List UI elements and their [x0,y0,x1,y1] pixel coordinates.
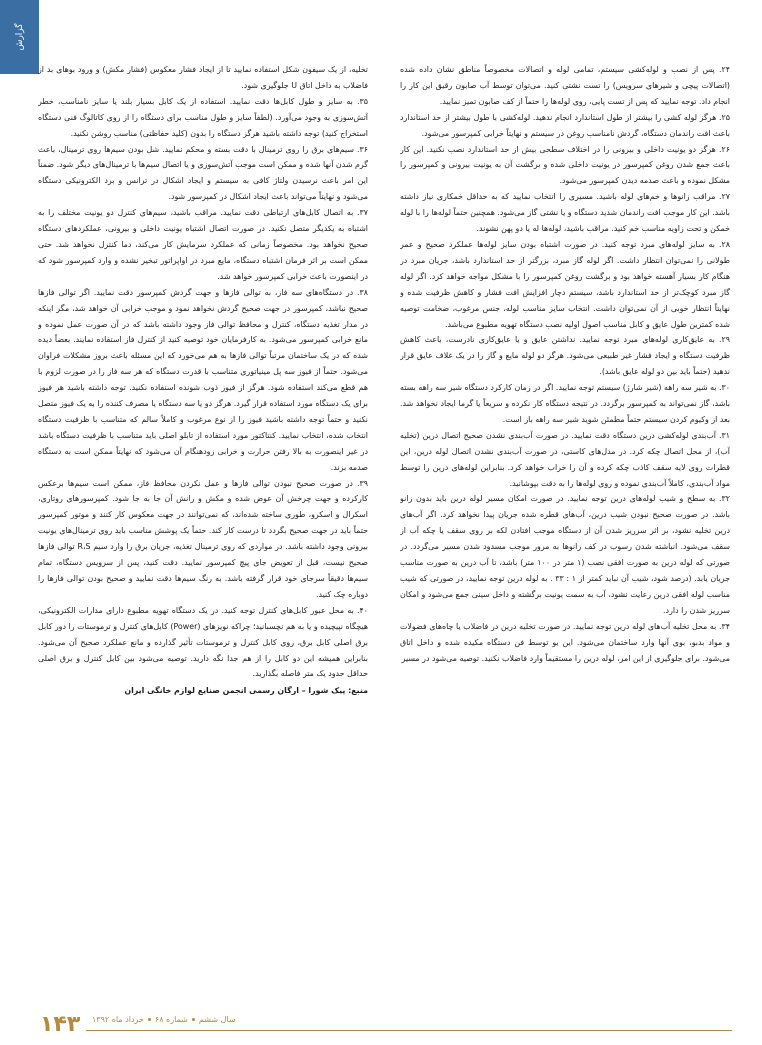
paragraph: تخلیه، از یک سیفون شکل استفاده نمایید تا از ایجاد فشار معکوس (فشار مکش) و ورود بوهای بد از فاضلاب به داخل اتاق U جلوگیری شود. [38,65,368,90]
paragraph: ۳۹. در صورت صحیح نبودن توالی فازها و عمل نکردن محافظ فاز، ممکن است سیم‌ها برعکس کارکرده و جهت چرخش آن عوض شده و مکش و رانش آن جا به جا شود. کمپرسورهای روتاری، اسکرال و اسکرو، طوری ساخته شده‌اند، که نمی‌توانند در جهت معکوس کار کنند و موتور کمپرسور حتماً باید در جهت صحیح بگردد تا درست کار کند. حتماً یک پوشش مناسب باید روی ترمینال‌های یونیت بیرونی وجود داشته باشد. در مواردی که روی ترمینال تغذیه، جریان برق را وارد سیم R،S توالی فازها صحیح نیست، قبل از تعویض جای پیچ کمپرسور نمایید. دقت کنید، پس از سرویس دستگاه، تمام سیم‌ها دقیقاً سرجای خود قرار گرفته باشد. به رنگ سیم‌ها دقت نمایید و صحیح بودن توالی فازها را دوباره چک کنید. [38,478,368,599]
issue-volume: سال ششم [198,1015,236,1024]
source-credit: منبع: پیک شورا – ارگان رسمی انجمن صنایع لوازم خانگی ایران [124,686,368,696]
paragraph: ۲۸. به سایز لوله‌های مبرد توجه کنید. در صورت اشتباه بودن سایز لوله‌ها عملکرد صحیح و عمر طولانی را نمی‌توان انتظار داشت. اگر لوله گاز مبرد، بزرگتر از حد استاندارد باشد، جریان مبرد در هنگام کار بسیار آهسته خواهد بود و برگشت روغن کمپرسور را با مشکل مواجه خواهد کرد. اگر لوله گاز مبرد کوچک‌تر از حد استاندارد باشد، سیستم دچار افزایش افت فشار و کاهش ظرفیت شده و نهایتاً انتظار خوبی از آن نمی‌توان داشت. انتخاب سایز مناسب لوله، جنس مرغوب، ضخامت توصیه شده کمترین طول عایق و کابل مناسب اصول اولیه نصب دستگاه تهویه مطبوع می‌باشد. [400,239,730,329]
paragraph: ۲۴. پس از نصب و لوله‌کشی سیستم، تمامی لوله و اتصالات مخصوصاً مناطق نشان داده شده (اتصالات پیچی و شیرهای سرویس) را تست نشتی کنید. می‌توان توسط آب صابون رقیق این کار را انجام داد. توجه نمایید که پس از تست پایی، روی لوله‌ها را حتماً از کف صابون تمیز نمایید. [400,65,730,106]
paragraph: ۳۱. آب‌بندی لوله‌کشی درین دستگاه دقت نمایید. در صورت آب‌بندی نشدن صحیح اتصال درین (تخلیه آب)، از محل اتصال چکه کرد. در مدل‌های کاستی، در صورت آب‌بندی نشدن اتصال لوله درین، این قطرات روی لایه سقف کاذب چکه کرده و آن را خراب خواهد کرد. بنابراین لوله‌های درین را توسط مواد آب‌بندی، کاملاً آب‌بندی نموده و روی لوله‌ها را به دقت بپوشانید. [400,430,730,488]
paragraph: ۳۴. به محل تخلیه آب‌های لوله درین توجه نمایید. در صورت تخلیه درین در فاضلاب یا چاه‌های فضولات و مواد بدبو، بوی آنها وارد ساختمان می‌شود. این بو توسط فن دستگاه مکیده شده و داخل اتاق می‌شود. برای جلوگیری از این امر، لوله درین را مستقیماً وارد فاضلاب نکنید. توصیه می‌شود در مسیر [400,621,730,663]
paragraph: ۳۶. سیم‌های برق را روی ترمینال با دقت بسته و محکم نمایید. شل بودن سیم‌ها روی ترمینال، باعث گرم شدن آنها شده و ممکن است موجب آتش‌سوزی و یا اتصال سیم‌ها با ترمینال‌های دیگر شود. ضمناً این امر باعث نرسیدن ولتاژ کافی به سیستم و ایجاد اشکال در ترانس و برد الکترونیکی دستگاه می‌شود و نهایتاً می‌تواند باعث ایجاد اشکال در کمپرسور شود. [38,144,368,202]
section-tab-label: گزارش [14,23,25,51]
paragraph: ۴۰. به محل عبور کابل‌های کنترل توجه کنید. در یک دستگاه تهویه مطبوع دارای مدارات الکترونیکی، هیچگاه نپیچیده و یا به هم نچسبانید؛ چراکه نویزهای (Power) کابل‌های کنترل و ترموستات را دور کابل برق اصلی کابل برق، روی کابل کنترل و ترموستات تأثیر گذارده و مانع عملکرد صحیح آن می‌شود. بنابراین همیشه این دو کابل را از هم جدا نگه دارید. توصیه می‌شود بین کابل کنترل و برق اصلی حداقل حدود یک متر فاصله بگذارید. [38,605,368,679]
paragraph: ۲۹. به عایق‌کاری لوله‌های مبرد توجه نمایید. نداشتن عایق و یا عایق‌کاری نادرست، باعث کاهش ظرفیت دستگاه و ایجاد فشار غیر طبیعی می‌شود. هرگز دو لوله مایع و گاز را در یک غلاف عایق قرار ندهید (حتماً باید بین دو لوله عایق باشد). [400,335,730,377]
issue-info [92,1015,236,1024]
paragraph: ۳۰. به شیر سه راهه (شیر شارژ) سیستم توجه نمایید. اگر در زمان کارکرد دستگاه شیر سه راهه بسته باشد، گاز نمی‌تواند به کمپرسور برگردد. در نتیجه دستگاه کار نکرده و سریعاً یا گرما ایجاد نخواهد شد. بعد از وکیوم کردن سیستم حتماً مطمئن شوید شیر سه راهه باز است. [400,383,730,424]
paragraph: ۲۵. هرگز لوله کشی را بیشتر از طول استاندارد انجام ندهید. لوله‌کشی با طول بیشتر از حد استاندارد باعث افت راندمان دستگاه، گردش نامناسب روغن در سیستم و نهایتاً خرابی کمپرسور می‌شود. [400,112,730,138]
paragraph: ۳۵. به سایز و طول کابل‌ها دقت نمایید. استفاده از یک کابل بسیار بلند یا سایز نامناسب، خطر آتش‌سوزی به وجود می‌آورد. (لطفاً سایز و طول مناسب برای دستگاه را از روی کاتالوگ فنی دستگاه استخراج کنید) توجه داشته باشید هرگز دستگاه را بدون (کلید حفاظتی) مناسب روشن نکنید. [38,96,368,138]
separator-dot [148,1018,151,1021]
paragraph: ۲۷. مراقب زانوها و خم‌های لوله باشید. مسیری را انتخاب نمایید که به حداقل خمکاری نیاز داشته باشد. این کار موجب افت راندمان شدید دستگاه و یا نشتی گاز می‌شود. همچنین حتماً لوله‌ها را با لوله خمکن و تحت زاویه مناسب خم کنید. مراقب باشید، لوله‌ها له یا دو پهن نشوند. [400,192,730,234]
footer-divider [86,1030,732,1031]
separator-dot [192,1018,195,1021]
page-number: ۱۴۳ [40,1012,81,1037]
issue-number: شماره ۶۸ [154,1015,188,1024]
issue-date: خرداد ماه ۱۳۹۲ [92,1015,144,1024]
paragraph: ۳۲. به سطح و شیب لوله‌های درین توجه نمایید. در صورت امکان مسیر لوله درین باید بدون زانو باشد. در صورت صحیح نبودن شیب درین، آب‌های قطره شده جریان پیدا نخواهد کرد. اگر آب‌های درین تخلیه نشود، بر اثر سرریز شدن آن از دستگاه موجب افتادن لکه بر روی سقف یا چکه آب از سقف می‌شود. انباشته شدن رسوب در کف زانوها به مرور موجب مسدود شدن مسیر می‌گردد. در صورتی که لوله درین به صورت افقی نصب (۱ متر در ۱۰۰ متر) باشد، تا آب درین به صورت مناسب جریان یابد. (درصد شود، شیب آن نباید کمتر از ۱ : ۳۳ . به لوله درین توجه نمایید، در صورتی که شیب مناسب لوله افقی درین رعایت نشود، آب به سمت یونیت برگشته و داخل سینی جمع می‌شود و امکان سرریز شدن را دارد. [400,494,730,615]
article-column-left [38,62,368,1010]
page-footer [0,1004,762,1045]
section-tab [0,0,39,74]
paragraph: ۲۶. هرگز دو یونیت داخلی و بیرونی را در اختلاف سطحی بیش از حد استاندارد نصب نکنید. این کار باعث جمع شدن روغن کمپرسور در یونیت داخلی شده و برگشت آن به یونیت بیرونی و کمپرسور را مشکل نموده و باعث صدمه دیدن کمپرسور می‌شود. [400,144,730,186]
article-column-right [400,62,730,1010]
paragraph: ۳۷. به اتصال کابل‌های ارتباطی دقت نمایید. مراقب باشید، سیم‌های کنترل دو یونیت مختلف را به اشتباه به یکدیگر متصل نکنید. در صورت اتصال اشتباه یونیت داخلی و بیرونی، عملکردهای دستگاه صحیح نخواهد بود. مخصوصاً زمانی که عملکرد سرمایش کار می‌کند، دما کنترل نخواهد شد. حتی ممکن است بر اثر فرمان اشتباه دستگاه، مایع مبرد در اواپراتور تبخیر نشده و وارد کمپرسور شود که در اینصورت باعث خرابی کمپرسور خواهد شد. [38,208,368,281]
paragraph: ۳۸. در دستگاه‌های سه فاز، به توالی فازها و جهت گردش کمپرسور دقت نمایید. اگر توالی فازها صحیح نباشد، کمپرسور در جهت صحیح گردش نخواهد نمود و موجب خرابی آن خواهد شد، مگر اینکه در مدار تغذیه دستگاه، کنترل و محافظ توالی فاز وجود داشته باشد که در آن صورت عمل نموده و مانع خرابی کمپرسور می‌شود. به کارفرمایان خود توصیه کنید از کنترل فاز استفاده نمایند. بعضاً دیده شده که در یک ساختمان مرتباً توالی فازها به هم می‌خورد که این مسئله باعث بروز مشکلات فراوان می‌شود. حتماً از فیوز سه پل مینیاتوری متناسب با قدرت دستگاه که هر سه فاز را در صورت لزوم با هم قطع می‌کند استفاده شود. هرگز از فیوز ذوب شونده استفاده نکنید. توجه داشته باشید هر فیوز برای یک دستگاه مورد استفاده قرار گیرد. هرگز دو یا سه دستگاه یا مصرف کننده را به یک فیوز متصل نکنید و حتماً توجه داشته باشید فیوز را از نوع مرغوب و کاملاً سالم که متناسب با ظرفیت دستگاه انتخاب شده، انتخاب نمایید. کنتاکتور مورد استفاده از تابلو اصلی باید متناسب با ظرفیت دستگاه باشد در غیر اینصورت به بالا رفتن حرارت و خرابی زودهنگام آن می‌شود که نهایتاً ممکن است به دستگاه صدمه بزند. [38,287,368,472]
